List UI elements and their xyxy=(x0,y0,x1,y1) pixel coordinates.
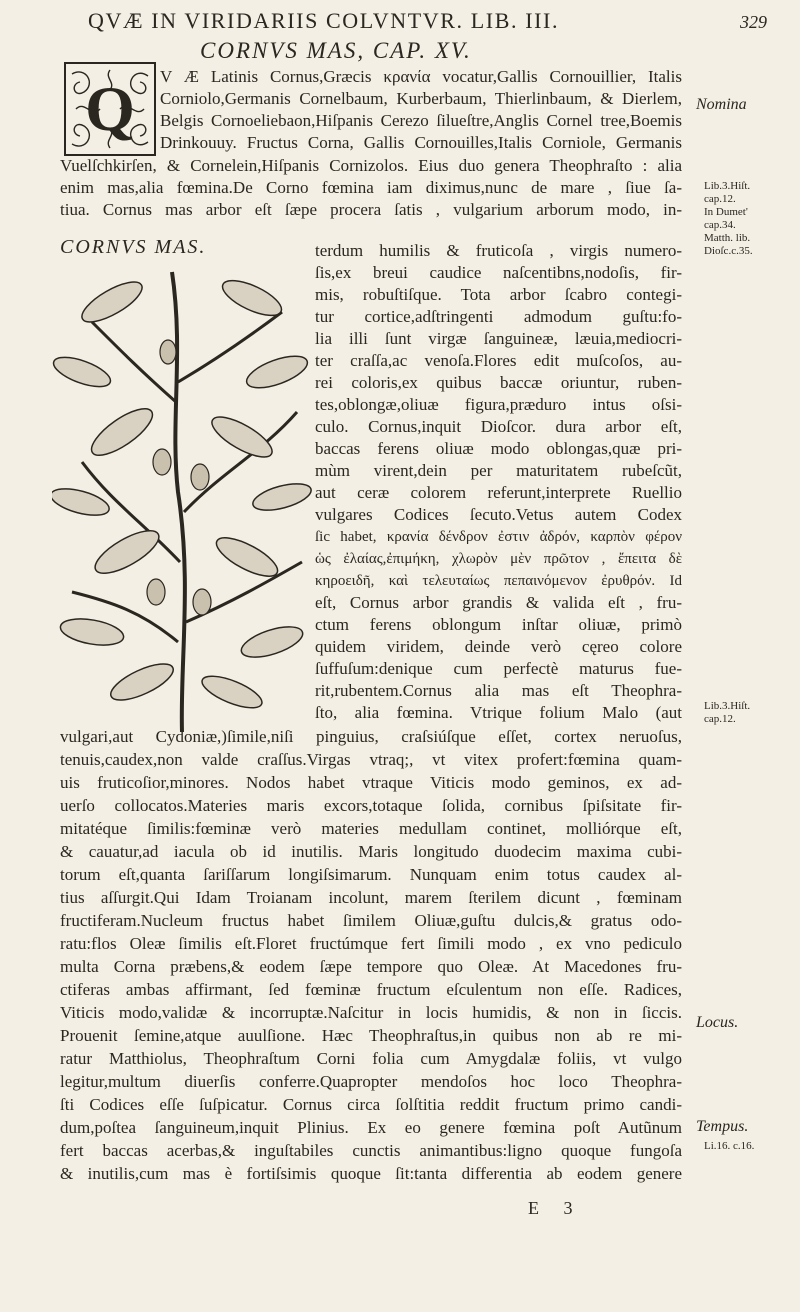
text-line: mùm virent,dein per maturitatem rubeſcũt, xyxy=(315,461,682,480)
text-line: legitur,multum diuerſis conferre.Quapropter mendoſos hoc loco Theophra- xyxy=(60,1072,682,1091)
cornel-plant-woodcut xyxy=(52,262,314,732)
text-line: V Æ Latinis Cornus,Græcis κρανία vocatur,Gallis Cornouillier, Italis xyxy=(160,67,682,86)
text-line: ὡς ἐλαίας,ἐπιμήκη, χλωρὸν μὲν πρῶτον , ἔπειτα δὲ xyxy=(315,551,682,567)
text-line: aut ceræ colorem referunt,interprete Ruellio xyxy=(315,483,682,502)
text-line: vulgari,aut Cydoniæ,)ſimile,niſi pinguius, craſsiúſque eſſet, cortex neruoſus, xyxy=(60,727,682,746)
text-line: tur cortice,adſtringenti admodum guſtu:fo- xyxy=(315,307,682,326)
text-line: ſis,ex breui caudice naſcentibns,nodoſis, fir- xyxy=(315,263,682,282)
signature-mark: E 3 xyxy=(528,1198,583,1218)
text-line: tes,oblongæ,oliuæ figura,præduro intus oſsi- xyxy=(315,395,682,414)
text-line: mitatéque ſimilis:fœminæ verò materies medullam continet, molliórque eſt, xyxy=(60,819,682,838)
margin-citation: Lib.3.Hiſt. cap.12. xyxy=(704,700,751,725)
margin-citation: Li.16. c.16. xyxy=(704,1140,755,1152)
text-line: vulgares Codices ſecuto.Vetus autem Codex xyxy=(315,505,682,524)
text-line: κηροειδῆ, καὶ τελευταίως πεπαινόμενον ἐρυθρόν. Id xyxy=(315,573,682,589)
text-line: rit,rubentem.Cornus alia mas eſt Theophra- xyxy=(315,681,682,700)
text-line: Prouenit ſemine,atque auulſione. Hæc Theophraſtus,in quibus non ab re mi- xyxy=(60,1026,682,1045)
text-line: ratu:flos Oleæ ſimilis eſt.Floret fructúmque fert ſimili modo , ex vno pediculo xyxy=(60,934,682,953)
text-line: Corniolo,Germanis Cornelbaum, Kurberbaum, Thierlinbaum, & Dierlem, xyxy=(160,89,682,108)
text-line: terdum humilis & fruticoſa , virgis numero- xyxy=(315,241,682,260)
text-line: tius aſſurgit.Qui Idam Troianam incolunt, marem ſterilem dicunt , fœminam xyxy=(60,888,682,907)
chapter-title: CORNVS MAS, CAP. XV. xyxy=(200,38,472,63)
text-line: enim mas,alia fœmina.De Corno fœmina iam diximus,nunc de mare , ſiue ſa- xyxy=(60,178,682,197)
text-line: Vuelſchkirſen, & Cornelein,Hiſpanis Cornizolos. Eius duo genera Theophraſto : alia xyxy=(60,156,682,175)
text-line: multa Corna præbens,& eodem ſæpe tempore quo Oleæ. At Macedones fru- xyxy=(60,957,682,976)
margin-heading-locus: Locus. xyxy=(696,1014,739,1031)
initial-letter: Q xyxy=(85,73,135,144)
text-line: baccas ferens oliuæ modo oblongas,quæ pri- xyxy=(315,439,682,458)
running-head: QVÆ IN VIRIDARIIS COLVNTVR. LIB. III. xyxy=(88,8,560,33)
text-line: ſto, alia fœmina. Vtrique folium Malo (aut xyxy=(315,703,682,722)
text-line: ctum ferens oblongum inſtar oliuæ, primò xyxy=(315,615,682,634)
text-line: ter craſſa,ac venoſa.Flores edit muſcoſos, au- xyxy=(315,351,682,370)
page-number: 329 xyxy=(740,12,767,32)
text-line: & cauatur,ad iacula ob id inutilis. Maris longitudo duodecim maxima cubi- xyxy=(60,842,682,861)
text-line: uerſo collocatos.Materies maris excors,totaque ſolida, cornibus ſpiſsitate fir- xyxy=(60,796,682,815)
margin-heading-nomina: Nomina xyxy=(696,96,747,113)
text-line: tenuis,caudex,non valde craſſus.Virgas vtraq;, vt vitex profert:fœmina quam- xyxy=(60,750,682,769)
text-line: uis fruticoſior,minores. Nodos habet vtraque Viticis modo geminos, ex ad- xyxy=(60,773,682,792)
text-line: ſti Codices eſſe ſuſpicatur. Cornus circa ſolſtitia reddit fructum primo candi- xyxy=(60,1095,682,1114)
text-line: lia illi ſunt virgæ ſanguineæ, læuia,mediocri- xyxy=(315,329,682,348)
text-line: dum,poſtea ſanguineum,inquit Plinius. Ex eo genere fœmina poſt Autũnum xyxy=(60,1118,682,1137)
text-line: fructiferam.Nucleum fructus habet ſimilem Oliuæ,guſtu dulcis,& gratus odo- xyxy=(60,911,682,930)
illustration-caption: CORNVS MAS. xyxy=(60,236,207,258)
text-line: fert baccas acerbas,& inguſtabiles cunctis animantibus:ligno quoque fungoſa xyxy=(60,1141,682,1160)
text-line: eſt, Cornus arbor grandis & valida eſt , fru- xyxy=(315,593,682,612)
text-line: ctiferas ambas affirmant, ſed fœminæ fructum eſculentum non eſſe. Radices, xyxy=(60,980,682,999)
text-line: rei coloris,ex quibus baccæ oriuntur, ruben- xyxy=(315,373,682,392)
text-line: Viticis modo,validæ & incorruptæ.Naſcitur in locis humidis, & non in ſiccis. xyxy=(60,1003,682,1022)
text-line: mis, robuſtiſque. Tota arbor ſcabro contegi- xyxy=(315,285,682,304)
text-line: ſic habet, κρανία δένδρον ἐστιν ἀδρόν, καρπὸν φέρον xyxy=(315,529,682,545)
text-line: Belgis Cornoeliebaon,Hiſpanis Cerezo ſilueſtre,Anglis Cornel tree,Boemis xyxy=(160,111,682,130)
decorated-initial xyxy=(64,62,156,156)
text-line: & inutilis,cum mas è fortiſsimis quoque ſit:tanta differentia ab eodem genere xyxy=(60,1164,682,1183)
text-line: ſuffuſum:denique cum perfectè maturus fue- xyxy=(315,659,682,678)
text-line: ratur Matthiolus, Theophraſtum Corni folia cum Amygdalæ foliis, vt vulgo xyxy=(60,1049,682,1068)
text-line: quidem viridem, deinde verò cęreo colore xyxy=(315,637,682,656)
text-line: Drinkouuy. Fructus Corna, Gallis Cornouilles,Italis Corniole, Germanis xyxy=(160,133,682,152)
text-line: tiua. Cornus mas arbor eſt ſæpe procera ſatis , vulgarium arborum modo, in- xyxy=(60,200,682,219)
margin-heading-tempus: Tempus. xyxy=(696,1118,749,1135)
margin-citation: Lib.3.Hiſt. cap.12. In Dumet' cap.34. Matth. lib. Dioſc.c.35. xyxy=(704,180,753,257)
text-line: torum eſt,quanta ſariſſarum longiſsimarum. Nunquam enim totus caudex al- xyxy=(60,865,682,884)
text-line: culo. Cornus,inquit Dioſcor. dura arbor eſt, xyxy=(315,417,682,436)
